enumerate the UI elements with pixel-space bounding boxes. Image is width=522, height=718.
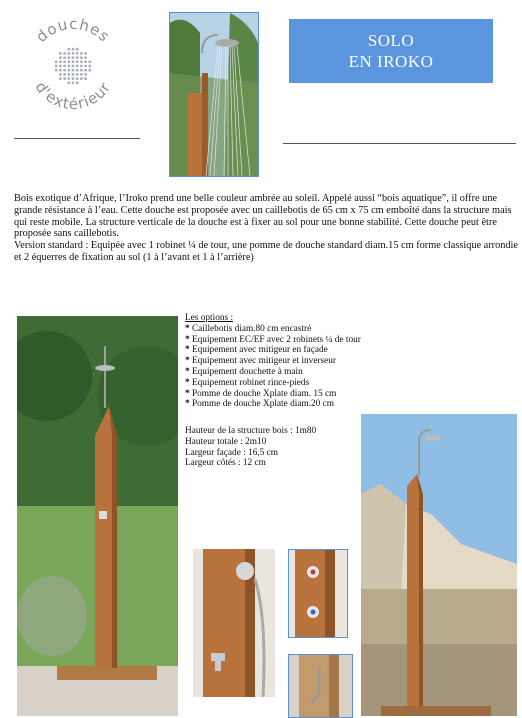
logo-dot bbox=[76, 77, 79, 80]
logo-top-text: douches bbox=[32, 14, 114, 46]
detail-photo-foot-rinse bbox=[288, 654, 353, 718]
logo-dot bbox=[88, 65, 91, 68]
logo-dot bbox=[76, 81, 79, 84]
product-title-line1: SOLO bbox=[367, 31, 415, 50]
brand-logo bbox=[18, 10, 128, 120]
dimension-front-width: Largeur façade : 16,5 cm bbox=[185, 447, 279, 458]
product-title-box bbox=[289, 19, 493, 83]
divider-right bbox=[283, 143, 516, 144]
logo-dot bbox=[76, 69, 79, 72]
logo-dot bbox=[63, 69, 66, 72]
logo-dot bbox=[67, 73, 70, 76]
logo-dot bbox=[84, 77, 87, 80]
garden-shower-photo bbox=[17, 316, 178, 716]
logo-dot bbox=[84, 69, 87, 72]
description-paragraph-2: Version standard : Equipée avec 1 robinet ¼ de tour, une pomme de douche standard diam.15 cm forme classique arrondie et 2 équerres de fixation au sol (1 à l’avant et 1 à l’arrière) bbox=[14, 240, 518, 263]
logo-dot bbox=[72, 56, 75, 59]
logo-dot bbox=[76, 56, 79, 59]
logo-dot bbox=[72, 52, 75, 55]
logo-dot bbox=[84, 52, 87, 55]
logo-dot bbox=[72, 73, 75, 76]
option-item: * Equipement avec mitigeur en façade bbox=[185, 345, 385, 356]
logo-dot bbox=[59, 65, 62, 68]
description-paragraph-1: Bois exotique d’Afrique, l’Iroko prend une belle couleur ambrée au soleil. Appelé aussi “bois aquatique”, il offre une grande résistance à l’eau. Cette douche est proposée avec un caillebotis de 65 cm x 75 cm emboîté dans la structure mais qui reste mobile. La structure verticale de la douche est à fixer au sol pour une bonne stabilité. Cette douche peut être proposée sans caillebotis. bbox=[14, 193, 512, 240]
options-header: Les options : bbox=[185, 313, 234, 323]
logo-dot bbox=[84, 73, 87, 76]
logo-dot bbox=[67, 56, 70, 59]
divider-left bbox=[14, 138, 140, 139]
logo-dot bbox=[67, 77, 70, 80]
logo-dot bbox=[55, 69, 58, 72]
logo-dot bbox=[59, 52, 62, 55]
logo-dot bbox=[59, 56, 62, 59]
option-item: * Equipement douchette à main bbox=[185, 367, 385, 378]
logo-dot bbox=[63, 60, 66, 63]
logo-dot bbox=[67, 52, 70, 55]
logo-dot bbox=[67, 60, 70, 63]
logo-dot bbox=[63, 65, 66, 68]
dimensions-list bbox=[185, 426, 355, 469]
logo-dot bbox=[59, 69, 62, 72]
logo-dot bbox=[76, 52, 79, 55]
logo-dot bbox=[63, 73, 66, 76]
logo-dot bbox=[80, 65, 83, 68]
logo-dot bbox=[55, 60, 58, 63]
logo-dot bbox=[80, 56, 83, 59]
option-item: * Pomme de douche Xplate diam.20 cm bbox=[185, 399, 385, 410]
logo-dot bbox=[80, 60, 83, 63]
logo-dot bbox=[72, 69, 75, 72]
logo-dot bbox=[80, 77, 83, 80]
svg-text:douches bbox=[33, 15, 114, 46]
logo-dot bbox=[67, 65, 70, 68]
logo-dot bbox=[76, 65, 79, 68]
logo-dot bbox=[76, 60, 79, 63]
dimension-side-width: Largeur côtés : 12 cm bbox=[185, 458, 266, 469]
logo-dot bbox=[63, 56, 66, 59]
logo-dot bbox=[55, 65, 58, 68]
logo-dot bbox=[59, 77, 62, 80]
logo-dot bbox=[63, 52, 66, 55]
logo-dot bbox=[88, 69, 91, 72]
logo-dot bbox=[67, 69, 70, 72]
detail-photo-mixer bbox=[193, 549, 275, 697]
dimension-structure-height: Hauteur de la structure bois : 1m80 bbox=[185, 426, 317, 436]
logo-dot bbox=[59, 73, 62, 76]
beach-shower-photo bbox=[361, 414, 517, 716]
options-list bbox=[185, 313, 385, 410]
detail-photo-taps bbox=[288, 549, 348, 638]
logo-dot bbox=[76, 73, 79, 76]
logo-dot bbox=[63, 77, 66, 80]
product-description bbox=[14, 193, 520, 264]
logo-dot bbox=[72, 77, 75, 80]
product-title-line2: EN IROKO bbox=[348, 52, 434, 71]
option-item: * Equipement robinet rince-pieds bbox=[185, 378, 385, 389]
logo-dot bbox=[67, 48, 70, 51]
option-item: * Caillebotis diam.80 cm encastré bbox=[185, 324, 385, 335]
logo-dot bbox=[80, 69, 83, 72]
logo-dot bbox=[67, 81, 70, 84]
logo-dot bbox=[76, 48, 79, 51]
logo-dot bbox=[72, 60, 75, 63]
logo-dot bbox=[59, 60, 62, 63]
logo-dot bbox=[80, 52, 83, 55]
option-item: * Equipement EC/EF avec 2 robinets ¼ de tour bbox=[185, 335, 385, 346]
option-item: * Pomme de douche Xplate diam. 15 cm bbox=[185, 389, 385, 400]
logo-dot bbox=[84, 56, 87, 59]
logo-dot bbox=[84, 65, 87, 68]
logo-bottom-text: d'extérieur bbox=[31, 78, 115, 114]
logo-dot bbox=[72, 48, 75, 51]
logo-dot bbox=[72, 81, 75, 84]
logo-dot bbox=[80, 73, 83, 76]
option-item: * Equipement avec mitigeur et inverseur bbox=[185, 356, 385, 367]
hero-shower-photo bbox=[169, 12, 259, 177]
logo-dot bbox=[88, 60, 91, 63]
logo-dot bbox=[72, 65, 75, 68]
logo-dot bbox=[84, 60, 87, 63]
dimension-total-height: Hauteur totale : 2m10 bbox=[185, 436, 267, 447]
